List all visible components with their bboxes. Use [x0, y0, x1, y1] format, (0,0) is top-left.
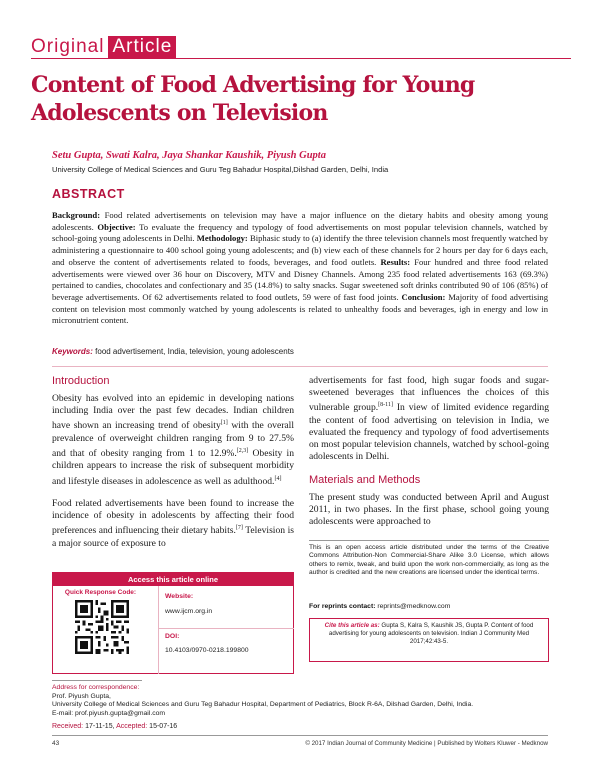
access-title: Access this article online [53, 573, 293, 586]
abstract-body [52, 210, 548, 327]
intro-text: with the overall prevalence of overweight children ranging from 9 to 27.5% and that of obesity ranging from 1 to 12.9%. [52, 420, 295, 460]
correspondence-title: Address for correspondence: [52, 684, 140, 691]
citation-box [309, 618, 549, 662]
intro-text: Food related advertisements have been found to increase the incidence of obesity in adolescents by affecting their food preferences and influencing their dietary habits. [52, 497, 294, 537]
keywords [52, 347, 294, 356]
received-date: 17-11-15, [83, 723, 117, 730]
qr-code-icon[interactable] [75, 600, 129, 654]
accepted-date: 15-07-16 [147, 723, 178, 730]
intro-text: Obesity in children appears to increase the risk of subsequent morbidity and lifestyle diseases in adolescence as well as adulthood. [52, 448, 294, 487]
article-type-original: Original [31, 36, 105, 57]
intro-text: Television is a major source of exposure to [52, 525, 294, 549]
footer-rule [52, 735, 548, 736]
accepted-label: Accepted: [116, 723, 148, 730]
doi-link[interactable]: 10.4103/0970-0218.199800 [165, 647, 249, 654]
keywords-label: Keywords: [52, 347, 93, 356]
affiliation: University College of Medical Sciences and Guru Teg Bahadur Hospital,Dilshad Garden, Delhi, India [52, 165, 389, 174]
introduction-heading: Introduction [52, 375, 110, 387]
access-online-box [52, 572, 294, 674]
citation-ref[interactable]: [8-11] [378, 402, 393, 409]
abstract-background: Food related advertisements on television may have a major influence on the dietary habits and obesity among young adolescents. [52, 210, 548, 232]
right-column [309, 375, 549, 528]
website-link[interactable]: www.ijcm.org.in [165, 608, 213, 615]
abstract-methodology: Biphasic study to (a) identify the three television channels most frequently watched by administering a questionnaire to 400 school going young adolescents; and (b) view each of these channels for 2 hours per day for 6 days each, and observe the content of advertisements related to foods, beverages, and food outlets. [52, 233, 548, 267]
abstract-background-label: Background: [52, 210, 101, 220]
reprints-contact [309, 603, 450, 610]
abstract-objective: To evaluate the frequency and typology of food advertisements on most popular television channels, watched by school-going young adolescents in Delhi. [52, 221, 548, 244]
abstract-conclusion: Majority of food advertising content on television most commonly watched by young adolescents is related to unhealthy foods and beverages, igh in energy and low in micronutrient content. [52, 291, 549, 326]
reprints-label: For reprints contact: [309, 603, 376, 610]
received-label: Received: [52, 723, 84, 730]
author-list: Setu Gupta, Swati Kalra, Jaya Shankar Kaushik, Piyush Gupta [52, 150, 326, 161]
cite-text: Gupta S, Kalra S, Kaushik JS, Gupta P. Content of food advertising for young adolescents on television. Indian J Community Med 2017;42:43-5. [328, 622, 534, 646]
intro-text: Obesity has evolved into an epidemic in developing nations including India over the past few decades. Indian children have shown an increasing trend of obesity [52, 393, 294, 432]
intro-paragraph-3 [309, 375, 549, 464]
methods-paragraph: The present study was conducted between April and August 2011, in two phases. In the first phase, school going young adolescents were approached to [309, 491, 549, 528]
citation-ref[interactable]: [7] [235, 525, 243, 532]
methods-heading: Materials and Methods [309, 473, 421, 486]
access-divider [158, 586, 159, 674]
abstract-objective-label: Objective: [97, 221, 136, 232]
correspondence-rule [52, 680, 142, 681]
page-number: 43 [52, 740, 60, 747]
article-title: Content of Food Advertising for Young Adolescents on Television [31, 72, 475, 126]
banner-rule [31, 58, 571, 59]
citation-ref[interactable]: [4] [274, 475, 282, 482]
abstract-methodology-label: Methodology: [196, 233, 248, 244]
intro-paragraph-2 [52, 498, 294, 550]
qr-label: Quick Response Code: [64, 589, 137, 596]
keywords-text: food advertisement, India, television, young adolescents [95, 347, 294, 356]
doi-label: DOI: [165, 633, 180, 640]
abstract-rule [52, 366, 548, 367]
correspondence-name: Prof. Piyush Gupta, [52, 692, 111, 700]
license-statement: This is an open access article distributed under the terms of the Creative Commons Attribution-Non Commercial-Share Alike 3.0 License, which allows others to remix, tweak, and build upon the work non-commercially, as long as the author is credited and the new creations are licensed under the identical terms. [309, 540, 549, 578]
intro-text: advertisements for fast food, high sugar foods and sugar-sweetened beverages that influences the choices of this vulnerable group. [309, 375, 549, 414]
abstract-heading: ABSTRACT [52, 187, 125, 201]
abstract-conclusion-label: Conclusion: [401, 291, 446, 302]
cite-label: Cite this article as: [324, 622, 380, 629]
article-type-article: Article [108, 36, 176, 58]
article-dates [52, 723, 177, 730]
reprints-email[interactable]: reprints@medknow.com [375, 603, 451, 610]
website-label: Website: [165, 593, 194, 600]
abstract-results: Four hundred and three food related advertisements were viewed over 36 hour on Discovery, MTV and Disney Channels. Among 235 food related advertisements 163 (69.3%) pertained to candies, chocolates and confectionary and 35 (14.8%) to salty snacks. Sugar sweetened soft drinks contributed 90 of 106 (85%) of beverage advertisements. Of 62 advertisements related to food outlets, 59 were of fast food joints. [52, 256, 548, 302]
access-divider [158, 628, 294, 629]
correspondence-address: University College of Medical Sciences and Guru Teg Bahadur Hospital, Department of Pediatrics, Block R-6A, Dilshad Garden, Delhi, India. [52, 701, 474, 709]
article-type-banner [31, 36, 176, 58]
correspondence-email[interactable]: E-mail: prof.piyush.gupta@gmail.com [52, 709, 166, 717]
intro-paragraph-1 [52, 393, 294, 488]
left-column [52, 375, 294, 550]
correspondence-block [52, 684, 548, 718]
citation-ref[interactable]: [1] [220, 420, 228, 427]
intro-text: In view of limited evidence regarding the content of food advertising on television in India, we evaluated the frequency and typology of food advertisements on most popular television channels, watched by school-going adolescents in Delhi. [309, 402, 549, 463]
footer-copyright: © 2017 Indian Journal of Community Medicine | Published by Wolters Kluwer - Medknow [305, 740, 548, 747]
citation-ref[interactable]: [2,3] [236, 448, 249, 454]
abstract-results-label: Results: [380, 256, 411, 267]
